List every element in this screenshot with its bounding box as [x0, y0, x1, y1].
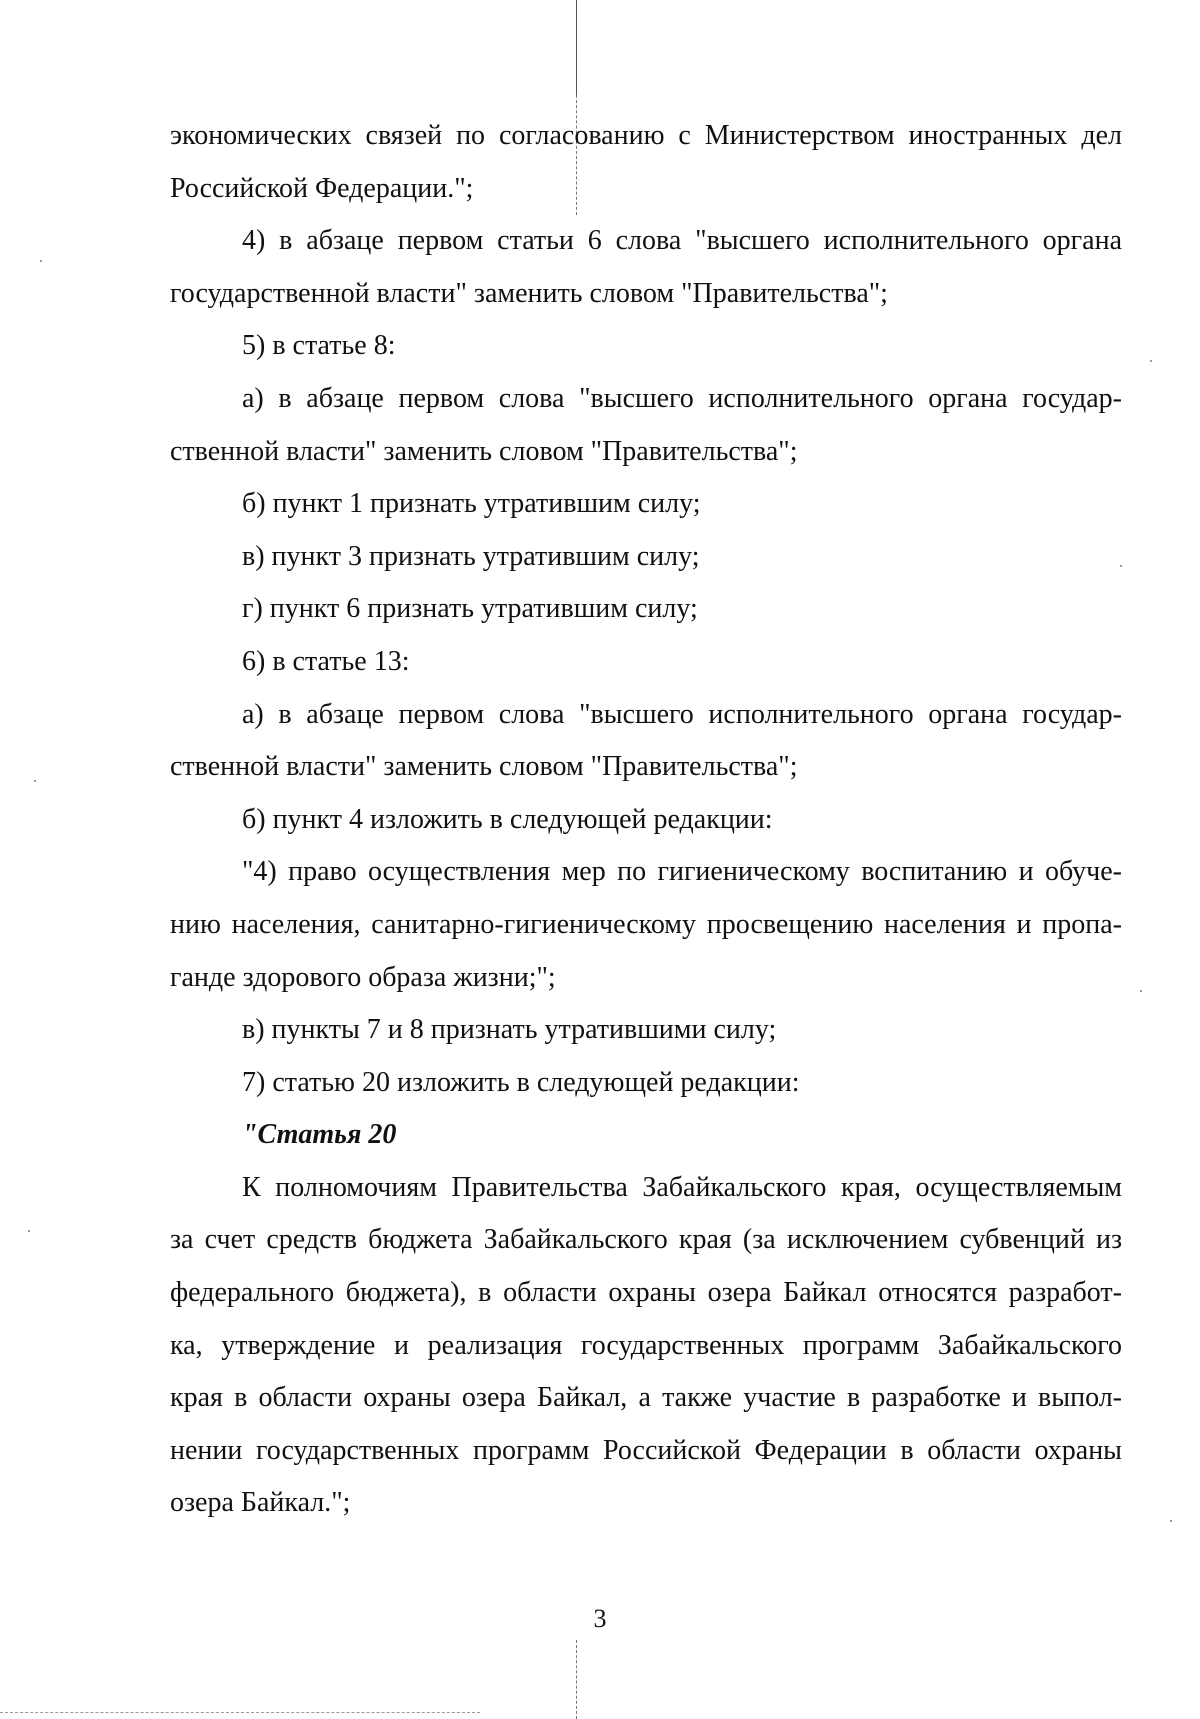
- text-line-8: б) пункт 1 признать утратившим силу;: [242, 488, 701, 520]
- text-line-27: озера Байкал.";: [170, 1487, 351, 1519]
- text-line-18: в) пункты 7 и 8 признать утратившими силу;: [242, 1014, 777, 1046]
- text-line-26: нении государственных программ Российской Федерации в области охраны: [170, 1434, 1122, 1466]
- text-line-2: Российской Федерации.";: [170, 172, 474, 204]
- text-line-12: а) в абзаце первом слова "высшего исполнительного органа государ-: [242, 698, 1122, 730]
- text-line-24: ка, утверждение и реализация государственных программ Забайкальского: [170, 1329, 1122, 1361]
- text-line-6: а) в абзаце первом слова "высшего исполнительного органа государ-: [242, 382, 1122, 414]
- text-line-4: государственной власти" заменить словом "Правительства";: [170, 277, 888, 309]
- text-line-17: ганде здорового образа жизни;";: [170, 961, 556, 993]
- bottom-edge-rule: [0, 1712, 480, 1713]
- text-line-23: федерального бюджета), в области охраны озера Байкал относятся разработ-: [170, 1277, 1122, 1309]
- text-line-11: 6) в статье 13:: [242, 645, 410, 677]
- text-line-10: г) пункт 6 признать утратившим силу;: [242, 593, 698, 625]
- text-line-1: экономических связей по согласованию с Министерством иностранных дел: [170, 120, 1122, 151]
- scan-speck: [34, 780, 36, 782]
- document-body: [170, 110, 1122, 1530]
- text-line-19: 7) статью 20 изложить в следующей редакции:: [242, 1066, 800, 1098]
- text-line-13: ственной власти" заменить словом "Правительства";: [170, 751, 798, 783]
- scan-speck: [40, 260, 42, 262]
- text-line-5: 5) в статье 8:: [242, 330, 396, 362]
- scan-speck: [1140, 990, 1142, 992]
- text-line-14: б) пункт 4 изложить в следующей редакции:: [242, 803, 773, 835]
- text-line-3: 4) в абзаце первом статьи 6 слова "высшего исполнительного органа: [242, 225, 1122, 257]
- text-line-7: ственной власти" заменить словом "Правительства";: [170, 435, 798, 467]
- text-line-21: К полномочиям Правительства Забайкальского края, осуществляемым: [242, 1171, 1122, 1203]
- bottom-fold-mark: [576, 1640, 577, 1719]
- text-line-25: края в области охраны озера Байкал, а также участие в разработке и выпол-: [170, 1382, 1122, 1414]
- text-line-22: за счет средств бюджета Забайкальского края (за исключением субвенций из: [170, 1224, 1122, 1256]
- text-line-9: в) пункт 3 признать утратившим силу;: [242, 540, 700, 572]
- text-line-15: "4) право осуществления мер по гигиеническому воспитанию и обуче-: [242, 856, 1122, 888]
- page-number: 3: [593, 1604, 607, 1633]
- text-line-16: нию населения, санитарно-гигиеническому просвещению населения и пропа-: [170, 908, 1122, 940]
- scan-speck: [1150, 360, 1152, 362]
- top-fold-mark: [576, 0, 577, 95]
- scan-speck: [1170, 1520, 1172, 1522]
- scan-speck: [28, 1230, 30, 1232]
- article-heading: "Статья 20: [242, 1119, 397, 1151]
